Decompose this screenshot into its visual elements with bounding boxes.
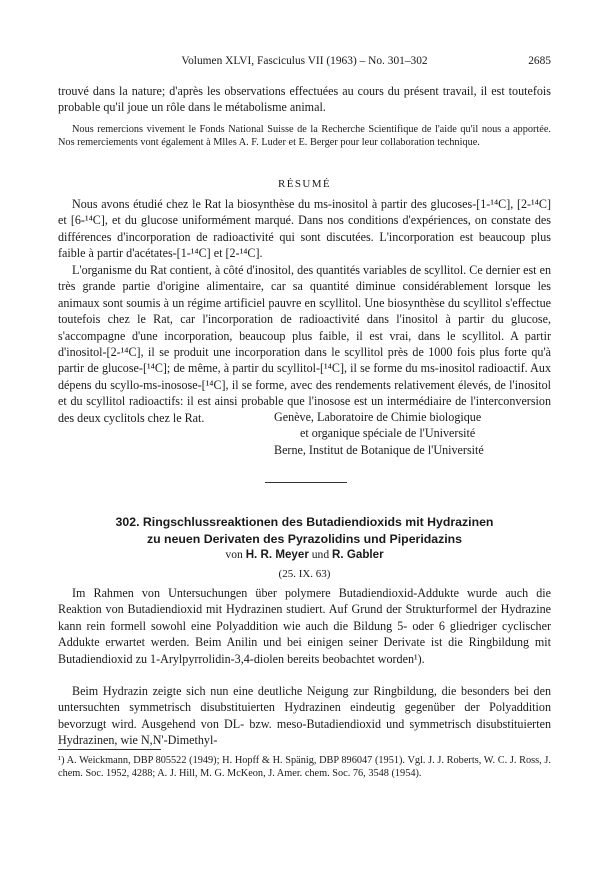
resume-paragraph-1: Nous avons étudié chez le Rat la biosynthèse du ms-inositol à partir des glucoses-[1-¹⁴C], [2-¹⁴C] et [6-¹⁴C], et du glucose uniformément marqué. Dans nos conditions d'expériences, on constate des différences d'incorporation de radioactivité qui sont discutées. L'incorporation est beaucoup plus faible à partir d'acétates-[1-¹⁴C] et [2-¹⁴C]. [58,197,551,261]
affiliation-line-2: et organique spéciale de l'Université [300,426,476,441]
received-date: (25. IX. 63) [278,568,331,580]
running-title: Volumen XLVI, Fasciculus VII (1963) – No. 301–302 [181,55,428,67]
acknowledgement: Nous remercions vivement le Fonds National Suisse de la Recherche Scientifique de l'aide qu'il nous a apportée. Nos remerciements vont également à Mlles A. F. Luder et E. Berger pour leur collaboration technique. [58,124,551,149]
author-2: R. Gabler [332,548,384,561]
affiliation-line-3: Berne, Institut de Botanique de l'Université [274,442,484,457]
article-paragraph-2: Beim Hydrazin zeigte sich nun eine deutliche Neigung zur Ringbildung, die besonders bei den untersuchten symmetrisch disubstituierten Hydrazinen eindeutig gegenüber der Polyaddition bevorzugt wird. Ausgehend von DL- bzw. meso-Butadiendioxid und symmetrisch disubstituierten Hydrazinen, wie N,N'-Dimethyl- [58,684,551,748]
and-word: und [311,548,330,561]
article-title-line-2: zu neuen Derivaten des Pyrazolidins und Piperidazins [146,531,462,546]
resume-heading: RÉSUMÉ [277,178,332,190]
article-paragraph-1: Im Rahmen von Untersuchungen über polymere Butadiendioxid-Addukte wurde auch die Reaktion von Butadiendioxid mit Hydrazinen studiert. Auf Grund der Strukturformel der Hydrazine kann rein formell sowohl eine Polyaddition wie auch die Bildung 5- oder 6 gliedriger cyclischer Addukte erwartet werden. Beim Anilin und bei einigen seiner Derivate ist die Ringbildung mit Butadiendioxid zu 1-Arylpyrrolidin-3,4-diolen bereits beobachtet worden¹). [58,586,551,666]
footnote: ¹) A. Weickmann, DBP 805522 (1949); H. Hopff & H. Spänig, DBP 896047 (1951). Vgl. J. J. Roberts, W. C. J. Ross, J. chem. Soc. 1952, 4288; A. J. Hill, M. G. McKeon, J. Amer. chem. Soc. 76, 3548 (1954). [58,755,551,780]
by-word: von [225,548,243,561]
footnote-rule [58,749,161,750]
resume-paragraph-2: L'organisme du Rat contient, à côté d'inositol, des quantités variables de scyllitol. Ce dernier est en très grande partie d'origine alimentaire, car sa quantité diminue considérablement lorsque les animaux sont soumis à un régime artificiel pauvre en scyllitol. Une biosynthèse du scyllitol s'effectue toutefois chez le Rat, car l'incorporation de radioactivité dans l'inositol à partir du glucose, s'accompagne d'une incorporation, beaucoup plus faible, il est vrai, dans le scyllitol. A partir d'inositol-[2-¹⁴C], il se produit une incorporation dans le scyllitol près de 1000 fois plus forte qu'à partir de glucose-[¹⁴C]; de même, à partir du scyllitol-[¹⁴C], il se forme du ms-inositol radioactif. Aux dépens du scyllo-ms-inosose-[¹⁴C], il se forme, avec des rendements relativement élevés, de l'inositol et du scyllitol radioactifs: il est ainsi probable que l'inosose est un intermédiaire de l'interconversion des deux cyclitols chez le Rat. [58,263,551,425]
top-paragraph: trouvé dans la nature; d'après les observations effectuées au cours du présent travail, il est toutefois probable qu'il joue un rôle dans le métabolisme animal. [58,84,551,115]
author-1: H. R. Meyer [245,548,309,561]
affiliation-line-1: Genève, Laboratoire de Chimie biologique [274,410,482,424]
article-title-line-1: 302. Ringschlussreaktionen des Butadiendioxids mit Hydrazinen [115,515,494,529]
article-title [58,514,551,547]
page-number: 2685 [528,55,551,67]
section-divider [265,482,347,483]
running-header [58,55,551,69]
affiliation [58,409,551,458]
article-authors [58,548,551,561]
